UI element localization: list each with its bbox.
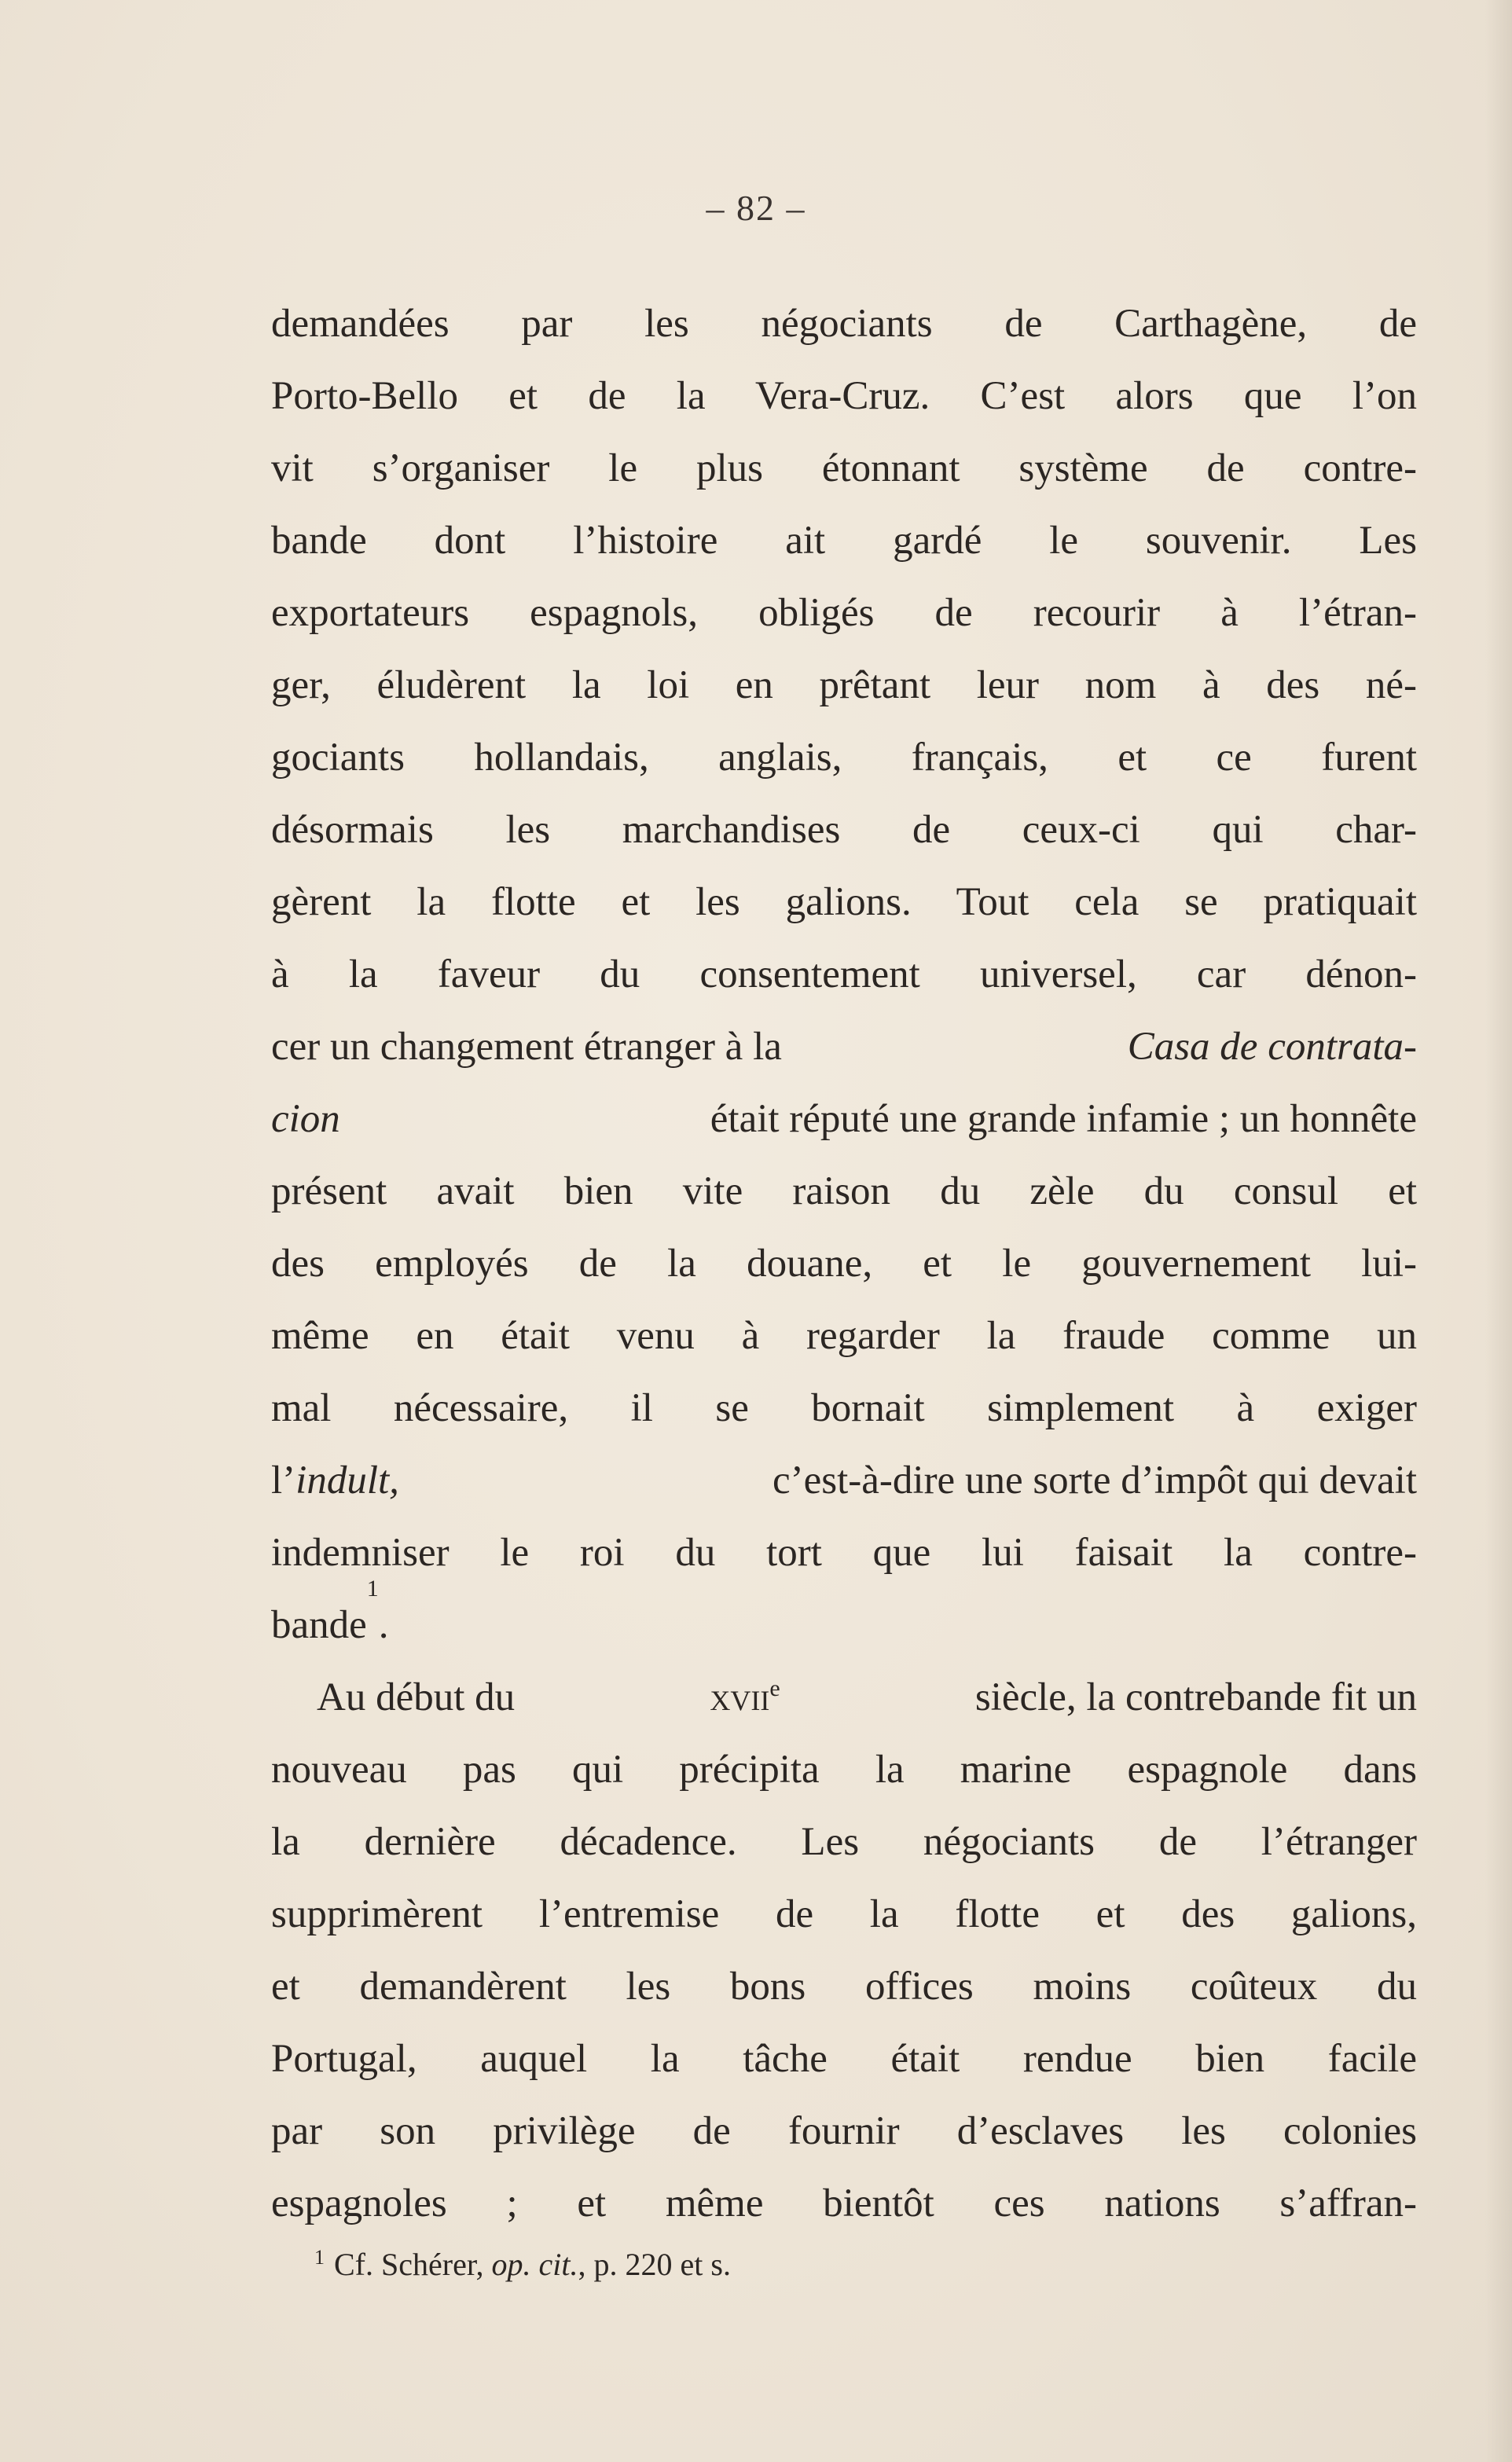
text-line [271,1517,1417,1589]
line-text: supprimèrent l’entremise de la flotte et des galions, [271,1892,1417,1936]
text-line [271,1300,1417,1372]
text-segment: siècle, la contrebande fit un [974,1675,1417,1719]
text-line [271,1083,1417,1155]
line-text: et demandèrent les bons offices moins coûteux du [271,1965,1417,2009]
line-text: désormais les marchandises de ceux-ci qui char- [271,808,1417,852]
text-segment: c’est-à-dire une sorte d’impôt qui devait [773,1458,1417,1503]
text-line [271,794,1417,866]
text-line [271,721,1417,794]
text-line [271,577,1417,649]
text-line [271,432,1417,505]
text-line [271,1011,1417,1083]
text-segment-italic: cion [271,1097,340,1141]
line-text: même en était venu à regarder la fraude comme un [271,1314,1417,1358]
footnote [314,2246,731,2283]
text-line [271,1661,1417,1734]
line-text: ger, éludèrent la loi en prêtant leur nom à des né- [271,663,1417,707]
footnote-text: , p. 220 et s. [578,2247,731,2282]
line-text: bande dont l’histoire ait gardé le souvenir. Les [271,519,1417,563]
text-line [271,1734,1417,1806]
text-line [271,1950,1417,2023]
line-text: vit s’organiser le plus étonnant système de contre- [271,446,1417,490]
text-segment: l’indult, [271,1458,399,1503]
text-line [271,1576,1417,1661]
text-line [271,505,1417,577]
text-line [271,1878,1417,1950]
text-line [271,866,1417,938]
text-segment: était réputé une grande infamie ; un honnête [710,1097,1417,1141]
line-text: par son privilège de fournir d’esclaves les colonies [271,2109,1417,2153]
line-text: mal nécessaire, il se bornait simplement à exiger [271,1386,1417,1430]
line-text: demandées par les négociants de Carthagène, de [271,302,1417,346]
text-segment: Au début du [317,1675,516,1719]
line-text: Porto-Bello et de la Vera-Cruz. C’est alors que l’on [271,374,1417,418]
page-number: – 82 – [706,188,806,228]
century-numeral: xvii$^e$ [710,1675,780,1719]
text-segment: bande [271,1603,367,1647]
text-line [271,938,1417,1011]
text-line [271,649,1417,721]
text-segment-italic: indult, [295,1458,399,1503]
text-segment: . [378,1603,389,1647]
text-line [271,2023,1417,2095]
footnote-text: Cf. Schérer, [334,2247,484,2282]
footnote-reference: 1 [366,1576,379,1602]
page-edge-shadow [1485,0,1512,2462]
line-text: Portugal, auquel la tâche était rendue bien facile [271,2037,1417,2081]
line-text: présent avait bien vite raison du zèle du consul et [271,1169,1417,1213]
text-segment-italic: Casa de contrata- [1127,1025,1417,1069]
line-text: indemniser le roi du tort que lui faisait la contre- [271,1531,1417,1575]
line-text: à la faveur du consentement universel, car dénon- [271,952,1417,996]
line-text: exportateurs espagnols, obligés de recourir à l’étran- [271,591,1417,635]
text-line [271,288,1417,360]
body-text [271,288,1417,2240]
line-text: nouveau pas qui précipita la marine espagnole dans [271,1748,1417,1792]
text-line [271,1227,1417,1300]
text-line [271,2167,1417,2240]
text-line [271,1444,1417,1517]
line-text: gèrent la flotte et les galions. Tout cela se pratiquait [271,880,1417,924]
line-text: espagnoles ; et même bientôt ces nations s’affran- [271,2181,1417,2225]
line-text: gociants hollandais, anglais, français, et ce furent [271,736,1417,780]
footnote-mark: 1 [314,2245,325,2269]
text-line [271,2095,1417,2167]
text-line [271,1155,1417,1227]
text-segment: cer un changement étranger à la [271,1025,782,1069]
text-line [271,360,1417,432]
line-text: la dernière décadence. Les négociants de l’étranger [271,1820,1417,1864]
footnote-italic: op. cit. [491,2247,578,2282]
text-line [271,1806,1417,1878]
line-text: des employés de la douane, et le gouvernement lui- [271,1242,1417,1286]
text-line [271,1372,1417,1444]
